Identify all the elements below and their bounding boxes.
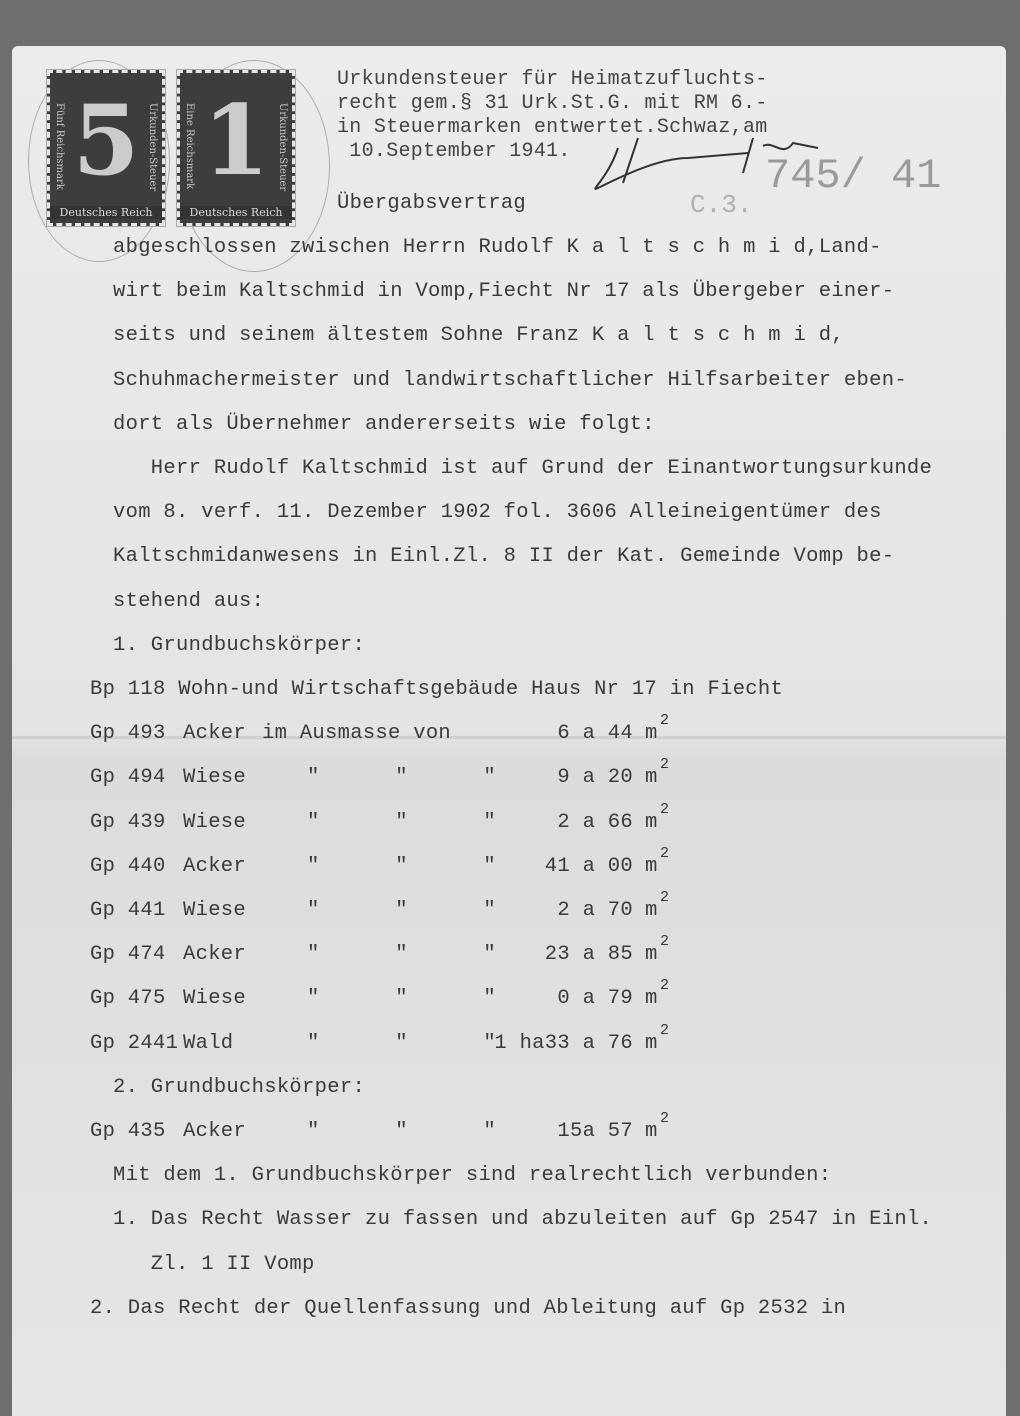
parcel-c1: " " "	[307, 899, 497, 922]
unit-exponent: 2	[660, 889, 670, 906]
header-line: 10.September 1941.	[337, 140, 571, 163]
parcel-gp: Gp 441	[90, 899, 166, 922]
parcel-c1: " " "	[307, 766, 497, 790]
parcel-gp: Gp 435	[90, 1120, 166, 1143]
parcel-c1: " " "	[307, 810, 497, 834]
header-line: recht gem.§ 31 Urk.St.G. mit RM 6.-	[337, 92, 768, 115]
parcel-type: Acker	[183, 854, 247, 878]
parcel-amount: 2 a 66	[557, 810, 633, 834]
parcel-unit: m	[645, 766, 658, 790]
parcel-type: Wald	[183, 1031, 234, 1055]
stamp-value: 1	[202, 84, 270, 197]
parcel-amount: 2 a 70	[557, 899, 633, 922]
tax-stamp-5	[47, 70, 165, 226]
parcel-unit: m	[645, 722, 658, 746]
parcel-amount: 15a 57	[557, 1120, 633, 1143]
parcel-type: Wiese	[183, 810, 247, 834]
stamp-text: Urkunden-Steuer	[277, 103, 288, 192]
parcel-c1: " " "	[307, 854, 497, 878]
parcel-c1: " " "	[307, 1120, 497, 1143]
parcel-type: Acker	[183, 722, 247, 746]
body-line: vom 8. verf. 11. Dezember 1902 fol. 3606 Alleineigentümer des	[113, 501, 882, 525]
unit-exponent: 2	[660, 800, 670, 818]
body-line: 1. Das Recht Wasser zu fassen und abzuleiten auf Gp 2547 in Einl.	[113, 1208, 933, 1232]
unit-exponent: 2	[660, 1021, 670, 1039]
parcel-unit: m	[645, 854, 658, 878]
parcel-unit: m	[645, 810, 658, 834]
parcel-amount: 23 a 85	[544, 943, 633, 967]
body-line: Zl. 1 II Vomp	[113, 1252, 315, 1276]
parcel-gp: Gp 494	[90, 766, 166, 790]
body-line: wirt beim Kaltschmid in Vomp,Fiecht Nr 17 als Übergeber einer-	[113, 280, 895, 304]
tax-stamp-1	[177, 70, 295, 226]
parcel-unit: m	[645, 987, 658, 1011]
stamp-text: Deutsches Reich	[50, 206, 162, 219]
parcel-amount: 1 ha33 a 76	[494, 1031, 633, 1055]
header-line: Urkundensteuer für Heimatzufluchts-	[337, 68, 768, 91]
parcel-type: Acker	[183, 943, 247, 967]
section-heading: 2. Grundbuchskörper:	[113, 1075, 366, 1099]
parcel-gp: Gp 474	[90, 943, 166, 967]
document-title: Übergabsvertrag	[337, 192, 527, 215]
parcel-type: Wiese	[183, 899, 247, 922]
parcel-gp: Gp 493	[90, 722, 166, 746]
unit-exponent: 2	[660, 844, 670, 862]
parcel-amount: 41 a 00	[544, 854, 633, 878]
body-line: seits und seinem ältestem Sohne Franz K a l t s c h m i d,	[113, 324, 844, 348]
stamp-text: Eine Reichsmark	[184, 103, 195, 190]
body-line: 1. Grundbuchskörper:	[113, 633, 366, 657]
unit-exponent: 2	[660, 1110, 670, 1127]
file-reference-code: C.3.	[690, 190, 753, 220]
stamp-text: Urkunden-Steuer	[147, 103, 158, 192]
parcel-unit: m	[645, 1120, 658, 1143]
stamp-value: 5	[72, 84, 140, 197]
parcel-unit: m	[645, 943, 658, 967]
header-line: in Steuermarken entwertet.Schwaz,am	[337, 116, 768, 139]
parcel-type: Wiese	[183, 987, 247, 1011]
body-line: Kaltschmidanwesens in Einl.Zl. 8 II der Kat. Gemeinde Vomp be-	[113, 545, 895, 569]
unit-exponent: 2	[660, 756, 670, 774]
parcel-c1: " " "	[307, 987, 497, 1011]
unit-exponent: 2	[660, 712, 670, 730]
parcel-amount: 0 a 79	[557, 987, 633, 1011]
parcel-amount: 6 a 44	[557, 722, 633, 746]
parcel-unit: m	[645, 899, 658, 922]
parcel-c1: " " "	[307, 1031, 497, 1055]
parcel-c1: " " "	[307, 943, 497, 967]
unit-exponent: 2	[660, 933, 670, 951]
parcel-type: Wiese	[183, 766, 247, 790]
body-line: Herr Rudolf Kaltschmid ist auf Grund der Einantwortungsurkunde	[113, 457, 933, 480]
body-line: Schuhmachermeister und landwirtschaftlicher Hilfsarbeiter eben-	[113, 368, 907, 392]
body-line: Mit dem 1. Grundbuchskörper sind realrechtlich verbunden:	[113, 1164, 832, 1188]
parcel-unit: m	[645, 1031, 658, 1055]
parcel-gp: Gp 440	[90, 854, 166, 878]
parcel-c1: im Ausmasse von	[262, 722, 452, 746]
parcel-gp: Gp 475	[90, 987, 166, 1011]
body-line: stehend aus:	[113, 589, 265, 613]
parcel-type: Acker	[183, 1120, 247, 1143]
parcel-amount: 9 a 20	[557, 766, 633, 790]
stamp-text: Fünf Reichsmark	[54, 103, 65, 190]
parcel-gp: Gp 439	[90, 810, 166, 834]
unit-exponent: 2	[660, 977, 670, 995]
body-line: abgeschlossen zwischen Herrn Rudolf K a l t s c h m i d,Land-	[113, 236, 882, 259]
parcel-gp: Gp 2441	[90, 1031, 179, 1055]
body-line: 2. Das Recht der Quellenfassung und Ableitung auf Gp 2532 in	[90, 1296, 847, 1320]
parcel-line: Bp 118 Wohn-und Wirtschaftsgebäude Haus Nr 17 in Fiecht	[90, 678, 784, 701]
body-line: dort als Übernehmer andererseits wie folgt:	[113, 412, 655, 436]
stamp-text: Deutsches Reich	[180, 206, 292, 219]
file-reference-number: 745/ 41	[765, 152, 942, 200]
